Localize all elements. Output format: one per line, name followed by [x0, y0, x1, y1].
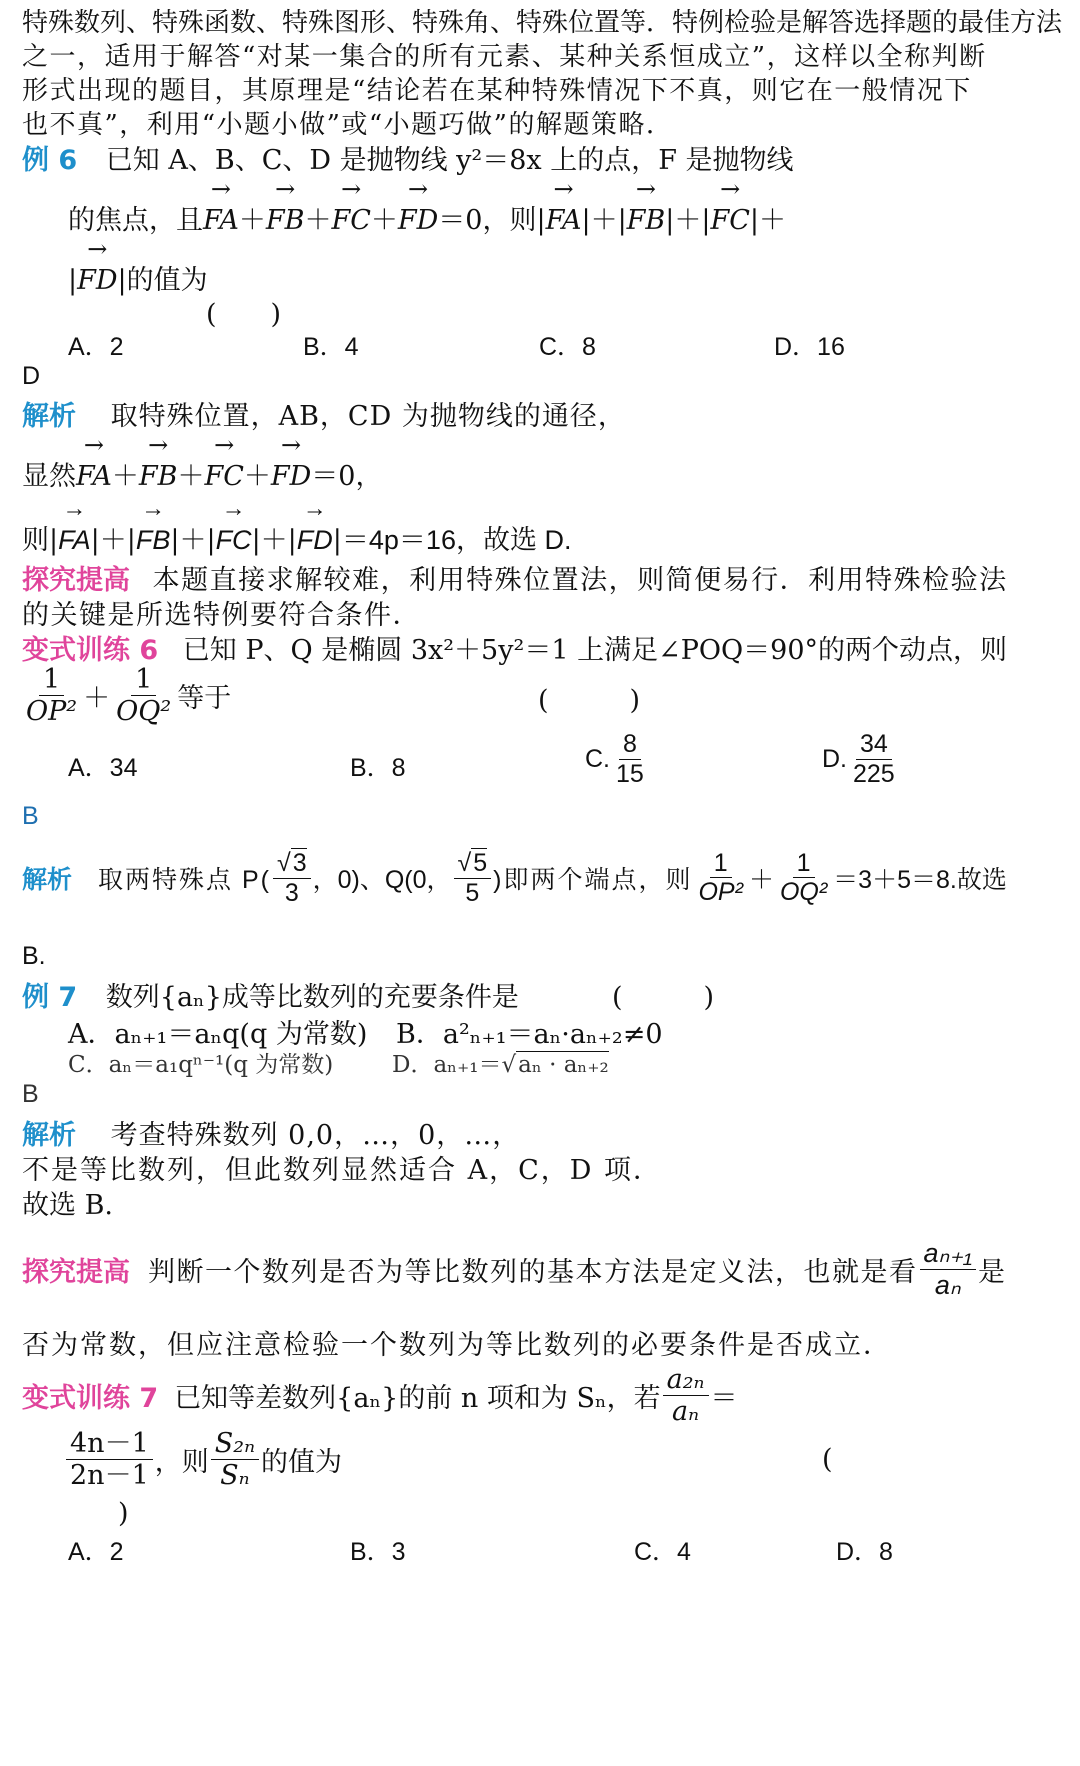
answer: D	[22, 362, 41, 390]
variant-7-stem: 变式训练 7 已知等差数列{aₙ}的前 n 项和为 Sₙ，若 $\frac{\text{a₂ₙ}}{\text{aₙ}}$ ＝	[22, 1364, 738, 1428]
stem-text: ＝0，则	[438, 205, 537, 236]
solution-text: 显然	[22, 461, 76, 492]
solution-label: 解析	[22, 401, 76, 432]
fraction: $\frac{1}{\text{OQ²}}$	[779, 848, 828, 907]
option-d: D. $\frac{34}{225}$	[822, 730, 901, 789]
solution-text: 取特殊位置，AB，CD 为抛物线的通径，	[110, 401, 626, 432]
fraction: $\frac{8}{15}$	[616, 730, 644, 788]
option-d: D．16	[774, 333, 845, 361]
plus-sign: ＋	[99, 525, 127, 556]
variant-label: 变式训练 6	[22, 635, 159, 666]
fraction: $\frac{1}{\text{OP²}}$	[698, 848, 743, 907]
example-7-text: 数列{aₙ}成等比数列的充要条件是	[105, 982, 519, 1013]
variant-label: 变式训练 7	[22, 1383, 159, 1415]
option-c: C．aₙ＝a₁qⁿ⁻¹(q 为常数)	[68, 1052, 334, 1078]
intro-line-1: 特殊数列、特殊函数、特殊图形、特殊角、特殊位置等．特例检验是解答选择题的最佳方法	[22, 8, 1063, 38]
example-label: 例 6	[22, 145, 78, 176]
plus-sign: ＋	[304, 205, 332, 236]
option-d: D．8	[836, 1538, 893, 1566]
option-d: D．aₙ₊₁＝√aₙ · aₙ₊₂	[392, 1052, 609, 1078]
fraction: $\frac{\text{S₂ₙ}}{\text{Sₙ}}$	[211, 1428, 259, 1491]
variant-6-solution: 解析 取两特殊点 P( $\frac{√3}{3}$ ，0)、Q(0， $\frac{√5}{5}$ )即两个端点，则 $\frac{1}{\text{OP²}}$ ＋ $\frac{1}{\text{OQ²}}$ ＝3＋5＝8.故选	[22, 848, 1007, 907]
explore-line-1	[22, 558, 1008, 597]
vector-fa: → FA	[203, 205, 239, 236]
solution-line-2: 不是等比数列，但此数列显然适合 A，C，D 项．	[22, 1155, 662, 1186]
explore-line-1: 探究提高 判断一个数列是否为等比数列的基本方法是定义法，也就是看 $\frac{\text{aₙ₊₁}}{\text{aₙ}}$ 是	[22, 1238, 1006, 1301]
option-a: A．aₙ₊₁＝aₙq(q 为常数)	[68, 1019, 368, 1050]
intro-line-2: 之一，适用于解答“对某一集合的所有元素、某种关系恒成立”，这样以全称判断	[22, 42, 987, 72]
option-c: C．8	[539, 333, 596, 361]
option-c: C．4	[634, 1538, 691, 1566]
vector-fd: → FD	[271, 461, 311, 492]
vector-fb: → FB	[136, 525, 171, 556]
variant-7-expression: $\frac{4n-1}{2n-1}$ ，则 $\frac{\text{S₂ₙ}}{\text{Sₙ}}$ 的值为	[64, 1428, 342, 1491]
plus-sign: ＋	[179, 525, 207, 556]
vector-fc: → FC	[216, 525, 252, 556]
solution-line-3: 故选 B.	[22, 1190, 114, 1221]
variant-6-expression: $\frac{1}{\text{OP²}}$ ＋ $\frac{1}{\text{OQ²}}$ 等于	[20, 664, 231, 727]
example-label: 例 7	[22, 982, 78, 1013]
plus-sign: ＋	[758, 205, 786, 236]
answer: B	[22, 1080, 39, 1108]
example-6-stem-line-2: 的焦点，且→ FA＋→ FB＋→ FC＋→ FD＝0，则|→ FA|＋|→ FB|＋|→ FC|＋	[68, 198, 786, 237]
solution-label: 解析	[22, 1120, 76, 1151]
answer-bracket-open: (	[822, 1444, 833, 1475]
answer-bracket-close: )	[118, 1498, 129, 1529]
solution-line-1	[22, 394, 626, 433]
fraction: $\frac{34}{225}$	[853, 730, 895, 788]
explore-line-2: 否为常数，但应注意检验一个数列为等比数列的必要条件是否成立．	[22, 1330, 892, 1361]
option-b: B．3	[350, 1538, 406, 1566]
vector-fc: → FC	[710, 205, 749, 236]
fraction: $\frac{√3}{3}$	[273, 848, 311, 908]
fraction: $\frac{\text{aₙ₊₁}}{\text{aₙ}}$	[920, 1238, 977, 1301]
plus-sign: ＋	[111, 461, 139, 492]
variant-stem-text: 已知等差数列{aₙ}的前 n 项和为 Sₙ，若	[174, 1383, 661, 1415]
example-6-stem-line-1	[22, 138, 794, 177]
plus-sign: ＋	[177, 461, 205, 492]
vector-fd: → FD	[297, 525, 333, 556]
variant-stem-text: 已知 P、Q 是椭圆 3x²＋5y²＝1 上满足∠POQ＝90°的两个动点，则	[182, 635, 1007, 666]
vector-fc: → FC	[331, 205, 370, 236]
vector-fd: → FD	[398, 205, 438, 236]
vector-fc: → FC	[204, 461, 243, 492]
option-b: B．a²ₙ₊₁＝aₙ·aₙ₊₂≠0	[396, 1019, 663, 1050]
plus-sign: ＋	[370, 205, 398, 236]
solution-end: B.	[22, 942, 46, 970]
intro-line-3: 形式出现的题目，其原理是“结论若在某种特殊情况下不真，则它在一般情况下	[22, 76, 972, 106]
fraction: $\frac{1}{\text{OP²}}$	[26, 664, 78, 728]
fraction: $\frac{1}{\text{OQ²}}$	[116, 664, 172, 728]
intro-line-4: 也不真”，利用“小题小做”或“小题巧做”的解题策略．	[22, 110, 674, 140]
explore-text: 判断一个数列是否为等比数列的基本方法是定义法，也就是看	[148, 1257, 918, 1289]
stem-text: 的值为	[126, 265, 208, 296]
plus-sign: ＋	[260, 525, 288, 556]
fraction: $\frac{\text{a₂ₙ}}{\text{aₙ}}$	[663, 1364, 709, 1427]
option-a: A．2	[68, 1538, 124, 1566]
vector-fb: → FB	[627, 205, 666, 236]
plus-sign: ＋	[243, 461, 271, 492]
plus-sign: ＋	[590, 205, 618, 236]
vector-fd: → FD	[77, 265, 117, 296]
option-a: A．2	[68, 333, 124, 361]
example-6-stem-line-3: |→ FD|的值为	[68, 258, 208, 297]
solution-label: 解析	[22, 864, 73, 894]
plus-sign: ＋	[674, 205, 702, 236]
solution-line-2: 显然→ FA＋→ FB＋→ FC＋→ FD＝0，	[22, 454, 382, 493]
explore-text: 本题直接求解较难，利用特殊位置法，则简便易行．利用特殊检验法	[152, 565, 1008, 596]
explore-line-2: 的关键是所选特例要符合条件．	[22, 600, 421, 631]
vector-fb: → FB	[139, 461, 178, 492]
option-a: A．34	[68, 754, 138, 782]
option-c: C. $\frac{8}{15}$	[585, 730, 650, 789]
variant-6-stem	[22, 628, 1007, 667]
fraction: $\frac{4n-1}{2n-1}$	[66, 1428, 153, 1491]
solution-text: 则	[22, 525, 49, 556]
vector-fa: → FA	[76, 461, 112, 492]
example-7-stem	[22, 975, 519, 1014]
fraction: $\frac{√5}{5}$	[454, 848, 492, 908]
example-6-stem: 已知 A、B、C、D 是抛物线 y²＝8x 上的点，F 是抛物线	[105, 145, 794, 176]
plus-sign: ＋	[238, 205, 266, 236]
option-b: B．4	[303, 333, 359, 361]
stem-text: 的焦点，且	[68, 205, 203, 236]
explore-label: 探究提高	[22, 1257, 130, 1289]
answer: B	[22, 802, 39, 830]
option-b: B．8	[350, 754, 406, 782]
solution-line-1	[22, 1113, 520, 1152]
answer-bracket: ( )	[206, 299, 282, 330]
vector-fa: → FA	[546, 205, 582, 236]
solution-line-3: 则|→ FA|＋|→ FB|＋|→ FC|＋|→ FD|＝4p＝16，故选 D.	[22, 518, 571, 557]
vector-fb: → FB	[266, 205, 305, 236]
explore-label: 探究提高	[22, 565, 130, 596]
solution-text: ＝4p＝16，故选 D.	[341, 525, 572, 555]
vector-fa: → FA	[58, 525, 91, 556]
answer-bracket: ( )	[538, 685, 641, 716]
solution-text: 考查特殊数列 0,0，…，0，…，	[110, 1120, 521, 1151]
answer-bracket: ( )	[612, 982, 715, 1013]
